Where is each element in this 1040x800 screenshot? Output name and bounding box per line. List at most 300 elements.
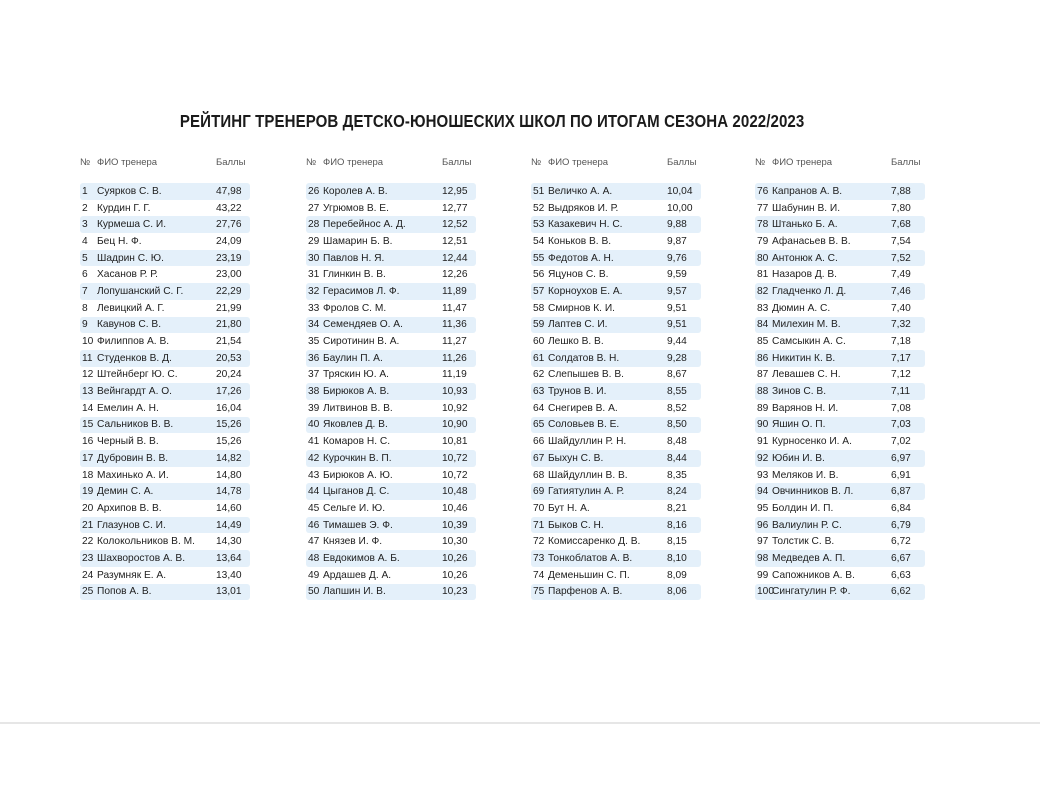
header-num: №	[531, 156, 542, 168]
table-row	[531, 584, 701, 601]
rank-number: 11	[82, 352, 93, 364]
table-row	[531, 183, 701, 200]
table-row	[531, 433, 701, 450]
score-value: 10,46	[442, 502, 468, 514]
coach-name: Семендяев О. А.	[323, 319, 403, 331]
coach-name: Лаптев С. И.	[548, 319, 608, 331]
coach-name: Выдряков И. Р.	[548, 202, 619, 214]
table-row	[755, 517, 925, 534]
header-name: ФИО тренера	[97, 156, 158, 168]
score-value: 7,68	[891, 219, 911, 231]
score-value: 9,51	[667, 302, 687, 314]
coach-name: Шабунин В. И.	[772, 202, 841, 214]
score-value: 10,23	[442, 586, 468, 598]
header-name: ФИО тренера	[548, 156, 609, 168]
score-value: 8,06	[667, 586, 687, 598]
rank-number: 81	[757, 269, 769, 281]
rank-number: 38	[308, 386, 320, 398]
header-num: №	[755, 156, 766, 168]
table-row	[531, 317, 701, 334]
rank-number: 19	[82, 486, 94, 498]
column-header	[80, 154, 250, 170]
score-value: 23,19	[216, 252, 242, 264]
table-row	[306, 183, 476, 200]
score-value: 11,89	[442, 285, 467, 297]
coach-name: Бирюков А. В.	[323, 386, 390, 398]
score-value: 8,48	[667, 436, 687, 448]
coach-name: Деменьшин С. П.	[548, 569, 630, 581]
score-value: 10,93	[442, 386, 468, 398]
rank-number: 8	[82, 302, 88, 314]
table-row	[755, 216, 925, 233]
score-value: 9,88	[667, 219, 687, 231]
table-row	[80, 417, 250, 434]
score-value: 12,95	[442, 185, 468, 197]
rank-number: 31	[308, 269, 320, 281]
coach-name: Капранов А. В.	[772, 185, 843, 197]
table-row	[80, 433, 250, 450]
coach-name: Королев А. В.	[323, 185, 388, 197]
table-row	[306, 567, 476, 584]
table-row	[306, 300, 476, 317]
table-row	[80, 467, 250, 484]
coach-name: Назаров Д. В.	[772, 269, 838, 281]
coach-name: Левицкий А. Г.	[97, 302, 165, 314]
table-row	[80, 333, 250, 350]
table-row	[306, 417, 476, 434]
rating-column-2	[306, 154, 476, 600]
table-row	[755, 450, 925, 467]
score-value: 8,21	[667, 502, 687, 514]
table-row	[80, 567, 250, 584]
coach-name: Яковлев Д. В.	[323, 419, 388, 431]
score-value: 10,39	[442, 519, 468, 531]
rank-number: 55	[533, 252, 545, 264]
coach-name: Казакевич Н. С.	[548, 219, 623, 231]
coach-name: Курдин Г. Г.	[97, 202, 151, 214]
rank-number: 79	[757, 235, 769, 247]
score-value: 6,62	[891, 586, 911, 598]
table-row	[306, 450, 476, 467]
coach-name: Разумняк Е. А.	[97, 569, 167, 581]
coach-name: Юбин И. В.	[772, 452, 825, 464]
coach-name: Медведев А. П.	[772, 552, 846, 564]
rank-number: 60	[533, 336, 545, 348]
coach-name: Трунов В. И.	[548, 386, 607, 398]
table-row	[531, 417, 701, 434]
score-value: 6,87	[891, 486, 911, 498]
rank-number: 82	[757, 285, 769, 297]
table-row	[531, 300, 701, 317]
coach-name: Тряскин Ю. А.	[323, 369, 389, 381]
coach-name: Шахворостов А. В.	[97, 552, 186, 564]
score-value: 8,16	[667, 519, 687, 531]
rank-number: 6	[82, 269, 88, 281]
rank-number: 75	[533, 586, 545, 598]
table-row	[531, 200, 701, 217]
score-value: 10,81	[442, 436, 468, 448]
table-row	[306, 216, 476, 233]
table-row	[306, 333, 476, 350]
coach-name: Глинкин В. В.	[323, 269, 386, 281]
column-header	[755, 154, 925, 170]
rank-number: 39	[308, 402, 320, 414]
score-value: 7,02	[891, 436, 911, 448]
rank-number: 7	[82, 285, 88, 297]
rank-number: 62	[533, 369, 545, 381]
table-row	[306, 533, 476, 550]
rank-number: 90	[757, 419, 769, 431]
table-row	[531, 400, 701, 417]
coach-name: Перебейнос А. Д.	[323, 219, 406, 231]
rank-number: 72	[533, 536, 545, 548]
rank-number: 13	[82, 386, 94, 398]
rank-number: 68	[533, 469, 545, 481]
table-row	[755, 533, 925, 550]
table-row	[80, 367, 250, 384]
score-value: 17,26	[216, 386, 242, 398]
table-row	[531, 250, 701, 267]
score-value: 6,97	[891, 452, 911, 464]
score-value: 7,40	[891, 302, 911, 314]
rank-number: 66	[533, 436, 545, 448]
score-value: 10,48	[442, 486, 468, 498]
coach-name: Евдокимов А. Б.	[323, 552, 400, 564]
coach-name: Архипов В. В.	[97, 502, 162, 514]
score-value: 7,11	[891, 386, 911, 398]
score-value: 9,87	[667, 235, 687, 247]
rank-number: 93	[757, 469, 769, 481]
coach-name: Филиппов А. В.	[97, 336, 170, 348]
coach-name: Вейнгардт А. О.	[97, 386, 173, 398]
score-value: 12,26	[442, 269, 468, 281]
coach-name: Яцунов С. В.	[548, 269, 609, 281]
coach-name: Литвинов В. В.	[323, 402, 393, 414]
coach-name: Смирнов К. И.	[548, 302, 615, 314]
header-name: ФИО тренера	[323, 156, 384, 168]
coach-name: Глазунов С. И.	[97, 519, 166, 531]
table-row	[306, 550, 476, 567]
coach-name: Валиулин Р. С.	[772, 519, 842, 531]
coach-name: Лапшин И. В.	[323, 586, 386, 598]
rank-number: 99	[757, 569, 769, 581]
table-row	[755, 433, 925, 450]
table-row	[531, 367, 701, 384]
score-value: 24,09	[216, 235, 242, 247]
rank-number: 27	[308, 202, 320, 214]
coach-name: Снегирев В. А.	[548, 402, 618, 414]
score-value: 21,99	[216, 302, 242, 314]
coach-name: Баулин П. А.	[323, 352, 383, 364]
table-row	[80, 533, 250, 550]
table-row	[531, 216, 701, 233]
score-value: 6,91	[891, 469, 911, 481]
table-row	[755, 500, 925, 517]
rank-number: 29	[308, 235, 320, 247]
score-value: 6,79	[891, 519, 911, 531]
column-header	[531, 154, 701, 170]
table-row	[80, 517, 250, 534]
table-row	[755, 233, 925, 250]
coach-name: Штейнберг Ю. С.	[97, 369, 178, 381]
coach-name: Угрюмов В. Е.	[323, 202, 389, 214]
coach-name: Солдатов В. Н.	[548, 352, 620, 364]
score-value: 27,76	[216, 219, 242, 231]
coach-name: Тонкоблатов А. В.	[548, 552, 633, 564]
coach-name: Афанасьев В. В.	[772, 235, 851, 247]
coach-name: Слепышев В. В.	[548, 369, 624, 381]
coach-name: Курочкин В. П.	[323, 452, 392, 464]
score-value: 9,57	[667, 285, 687, 297]
table-row	[755, 283, 925, 300]
coach-name: Шайдуллин Р. Н.	[548, 436, 627, 448]
score-value: 47,98	[216, 185, 242, 197]
rank-number: 43	[308, 469, 320, 481]
page-title: РЕЙТИНГ ТРЕНЕРОВ ДЕТСКО-ЮНОШЕСКИХ ШКОЛ ПО ИТОГАМ СЕЗОНА 2022/2023	[179, 111, 805, 131]
rank-number: 71	[533, 519, 545, 531]
coach-name: Герасимов Л. Ф.	[323, 285, 400, 297]
table-row	[531, 450, 701, 467]
coach-name: Кавунов С. В.	[97, 319, 162, 331]
table-row	[531, 467, 701, 484]
score-value: 14,30	[216, 536, 242, 548]
rank-number: 34	[308, 319, 320, 331]
table-row	[306, 200, 476, 217]
rank-number: 92	[757, 452, 769, 464]
coach-name: Черный В. В.	[97, 436, 159, 448]
rank-number: 53	[533, 219, 545, 231]
header-num: №	[80, 156, 91, 168]
rank-number: 100	[757, 586, 774, 598]
rank-number: 51	[533, 185, 545, 197]
header-score: Баллы	[442, 156, 472, 168]
rank-number: 17	[82, 452, 94, 464]
table-row	[755, 467, 925, 484]
table-row	[755, 367, 925, 384]
table-row	[531, 350, 701, 367]
rank-number: 36	[308, 352, 320, 364]
rank-number: 33	[308, 302, 320, 314]
coach-name: Сальников В. В.	[97, 419, 174, 431]
rank-number: 56	[533, 269, 545, 281]
rank-number: 77	[757, 202, 769, 214]
score-value: 9,76	[667, 252, 687, 264]
score-value: 10,26	[442, 569, 468, 581]
score-value: 6,67	[891, 552, 911, 564]
coach-name: Цыганов Д. С.	[323, 486, 390, 498]
coach-name: Комаров Н. С.	[323, 436, 391, 448]
rating-column-3	[531, 154, 701, 600]
table-row	[80, 300, 250, 317]
rank-number: 40	[308, 419, 320, 431]
table-row	[531, 283, 701, 300]
rank-number: 41	[308, 436, 320, 448]
coach-name: Лопушанский С. Г.	[97, 285, 184, 297]
rank-number: 52	[533, 202, 545, 214]
table-row	[755, 483, 925, 500]
score-value: 8,10	[667, 552, 687, 564]
score-value: 7,32	[891, 319, 911, 331]
score-value: 9,28	[667, 352, 687, 364]
rank-number: 65	[533, 419, 545, 431]
score-value: 13,01	[216, 586, 242, 598]
rank-number: 63	[533, 386, 545, 398]
rank-number: 59	[533, 319, 545, 331]
coach-name: Сиротинин В. А.	[323, 336, 400, 348]
score-value: 20,24	[216, 369, 242, 381]
score-value: 7,49	[891, 269, 911, 281]
table-row	[755, 333, 925, 350]
coach-name: Суярков С. В.	[97, 185, 162, 197]
score-value: 23,00	[216, 269, 242, 281]
score-value: 11,27	[442, 336, 467, 348]
coach-name: Зинов С. В.	[772, 386, 827, 398]
rank-number: 9	[82, 319, 88, 331]
score-value: 14,82	[216, 452, 242, 464]
coach-name: Гатиятулин А. Р.	[548, 486, 625, 498]
score-value: 8,55	[667, 386, 687, 398]
coach-name: Попов А. В.	[97, 586, 152, 598]
score-value: 15,26	[216, 419, 242, 431]
table-row	[80, 216, 250, 233]
header-name: ФИО тренера	[772, 156, 833, 168]
score-value: 7,80	[891, 202, 911, 214]
table-row	[531, 567, 701, 584]
table-row	[755, 417, 925, 434]
score-value: 22,29	[216, 285, 242, 297]
score-value: 12,44	[442, 252, 468, 264]
table-row	[306, 517, 476, 534]
coach-name: Тимашев Э. Ф.	[323, 519, 393, 531]
score-value: 7,17	[891, 352, 911, 364]
table-row	[80, 400, 250, 417]
table-row	[531, 550, 701, 567]
rank-number: 58	[533, 302, 545, 314]
table-row	[80, 183, 250, 200]
coach-name: Коньков В. В.	[548, 235, 612, 247]
rank-number: 94	[757, 486, 769, 498]
table-row	[306, 233, 476, 250]
score-value: 15,26	[216, 436, 242, 448]
score-value: 7,03	[891, 419, 911, 431]
rank-number: 84	[757, 319, 769, 331]
score-value: 14,78	[216, 486, 242, 498]
coach-name: Ардашев Д. А.	[323, 569, 392, 581]
coach-name: Меляков И. В.	[772, 469, 839, 481]
score-value: 10,72	[442, 452, 468, 464]
table-row	[755, 317, 925, 334]
table-row	[755, 550, 925, 567]
table-row	[755, 183, 925, 200]
coach-name: Гладченко Л. Д.	[772, 285, 847, 297]
score-value: 12,77	[442, 202, 468, 214]
rank-number: 76	[757, 185, 769, 197]
coach-name: Бирюков А. Ю.	[323, 469, 393, 481]
coach-name: Варянов Н. И.	[772, 402, 839, 414]
table-row	[306, 500, 476, 517]
rank-number: 23	[82, 552, 94, 564]
table-row	[306, 283, 476, 300]
rank-number: 18	[82, 469, 94, 481]
rank-number: 5	[82, 252, 88, 264]
rank-number: 37	[308, 369, 320, 381]
rank-number: 61	[533, 352, 545, 364]
score-value: 10,92	[442, 402, 468, 414]
table-row	[80, 250, 250, 267]
coach-name: Курмеша С. И.	[97, 219, 167, 231]
table-row	[306, 250, 476, 267]
page-divider	[0, 722, 1040, 724]
table-row	[755, 567, 925, 584]
table-row	[531, 483, 701, 500]
score-value: 8,67	[667, 369, 687, 381]
table-row	[755, 383, 925, 400]
header-num: №	[306, 156, 317, 168]
score-value: 6,72	[891, 536, 911, 548]
table-row	[80, 200, 250, 217]
score-value: 13,64	[216, 552, 242, 564]
header-score: Баллы	[216, 156, 246, 168]
score-value: 12,52	[442, 219, 468, 231]
score-value: 7,08	[891, 402, 911, 414]
coach-name: Комиссаренко Д. В.	[548, 536, 641, 548]
rank-number: 67	[533, 452, 545, 464]
score-value: 9,44	[667, 336, 687, 348]
rank-number: 24	[82, 569, 94, 581]
score-value: 8,50	[667, 419, 687, 431]
score-value: 7,12	[891, 369, 911, 381]
score-value: 10,26	[442, 552, 468, 564]
table-row	[306, 400, 476, 417]
score-value: 8,35	[667, 469, 687, 481]
score-value: 10,30	[442, 536, 468, 548]
rank-number: 50	[308, 586, 320, 598]
table-row	[306, 467, 476, 484]
rank-number: 25	[82, 586, 94, 598]
rank-number: 3	[82, 219, 88, 231]
table-row	[531, 517, 701, 534]
score-value: 11,47	[442, 302, 467, 314]
table-row	[80, 317, 250, 334]
rank-number: 89	[757, 402, 769, 414]
coach-name: Демин С. А.	[97, 486, 154, 498]
rank-number: 49	[308, 569, 320, 581]
score-value: 14,60	[216, 502, 242, 514]
coach-name: Лешко В. В.	[548, 336, 604, 348]
coach-name: Милехин М. В.	[772, 319, 841, 331]
coach-name: Студенков В. Д.	[97, 352, 172, 364]
table-row	[531, 383, 701, 400]
coach-name: Федотов А. Н.	[548, 252, 614, 264]
coach-name: Величко А. А.	[548, 185, 613, 197]
coach-name: Сингатулин Р. Ф.	[772, 586, 851, 598]
score-value: 11,36	[442, 319, 467, 331]
coach-name: Толстик С. В.	[772, 536, 835, 548]
coach-name: Шадрин С. Ю.	[97, 252, 164, 264]
table-row	[80, 266, 250, 283]
coach-name: Быков С. Н.	[548, 519, 604, 531]
table-row	[755, 584, 925, 601]
coach-name: Дубровин В. В.	[97, 452, 169, 464]
table-row	[306, 266, 476, 283]
coach-name: Шайдуллин В. В.	[548, 469, 628, 481]
score-value: 7,88	[891, 185, 911, 197]
rank-number: 14	[82, 402, 94, 414]
rank-number: 80	[757, 252, 769, 264]
rank-number: 42	[308, 452, 320, 464]
rank-number: 30	[308, 252, 320, 264]
table-row	[306, 433, 476, 450]
